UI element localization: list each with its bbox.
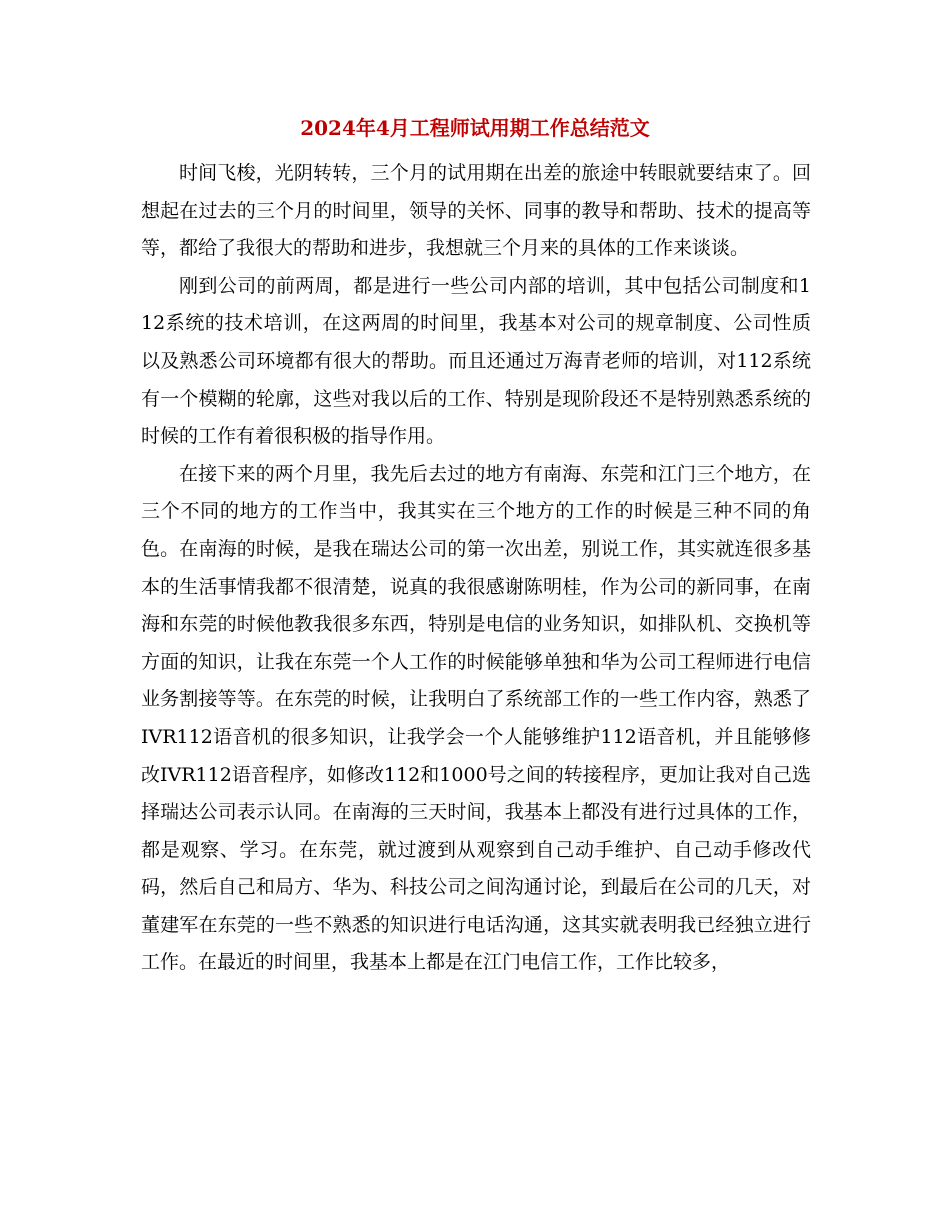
paragraph-3: 在接下来的两个月里，我先后去过的地方有南海、东莞和江门三个地方，在三个不同的地方的工作当中，我其实在三个地方的工作的时候是三种不同的角色。在南海的时候，是我在瑞达公司的第一次出差，别说工作，其实就连很多基本的生活事情我都不很清楚，说真的我很感谢陈明桂，作为公司的新同事，在南海和东莞的时候他教我很多东西，特别是电信的业务知识，如排队机、交换机等方面的知识，让我在东莞一个人工作的时候能够单独和华为公司工程师进行电信业务割接等等。在东莞的时候，让我明白了系统部工作的一些工作内容，熟悉了IVR112语音机的很多知识，让我学会一个人能够维护112语音机，并且能够修改IVR112语音程序，如修改112和1000号之间的转接程序，更加让我对自己选择瑞达公司表示认同。在南海的三天时间，我基本上都没有进行过具体的工作，都是观察、学习。在东莞，就过渡到从观察到自己动手维护、自己动手修改代码，然后自己和局方、华为、科技公司之间沟通讨论，到最后在公司的几天，对董建军在东莞的一些不熟悉的知识进行电话沟通，这其实就表明我已经独立进行工作。在最近的时间里，我基本上都是在江门电信工作，工作比较多， bbox=[141, 462, 811, 974]
paragraph-2: 刚到公司的前两周，都是进行一些公司内部的培训，其中包括公司制度和112系统的技术培训，在这两周的时间里，我基本对公司的规章制度、公司性质以及熟悉公司环境都有很大的帮助。而且还通过万海青老师的培训，对112系统有一个模糊的轮廓，这些对我以后的工作、特别是现阶段还不是特别熟悉系统的时候的工作有着很积极的指导作用。 bbox=[141, 274, 811, 448]
paragraph-1: 时间飞梭，光阴转转，三个月的试用期在出差的旅途中转眼就要结束了。回想起在过去的三个月的时间里，领导的关怀、同事的教导和帮助、技术的提高等等，都给了我很大的帮助和进步，我想就三个月来的具体的工作来谈谈。 bbox=[141, 162, 811, 260]
document-title: 2024年4月工程师试用期工作总结范文 bbox=[300, 116, 650, 140]
document-body bbox=[141, 155, 811, 982]
